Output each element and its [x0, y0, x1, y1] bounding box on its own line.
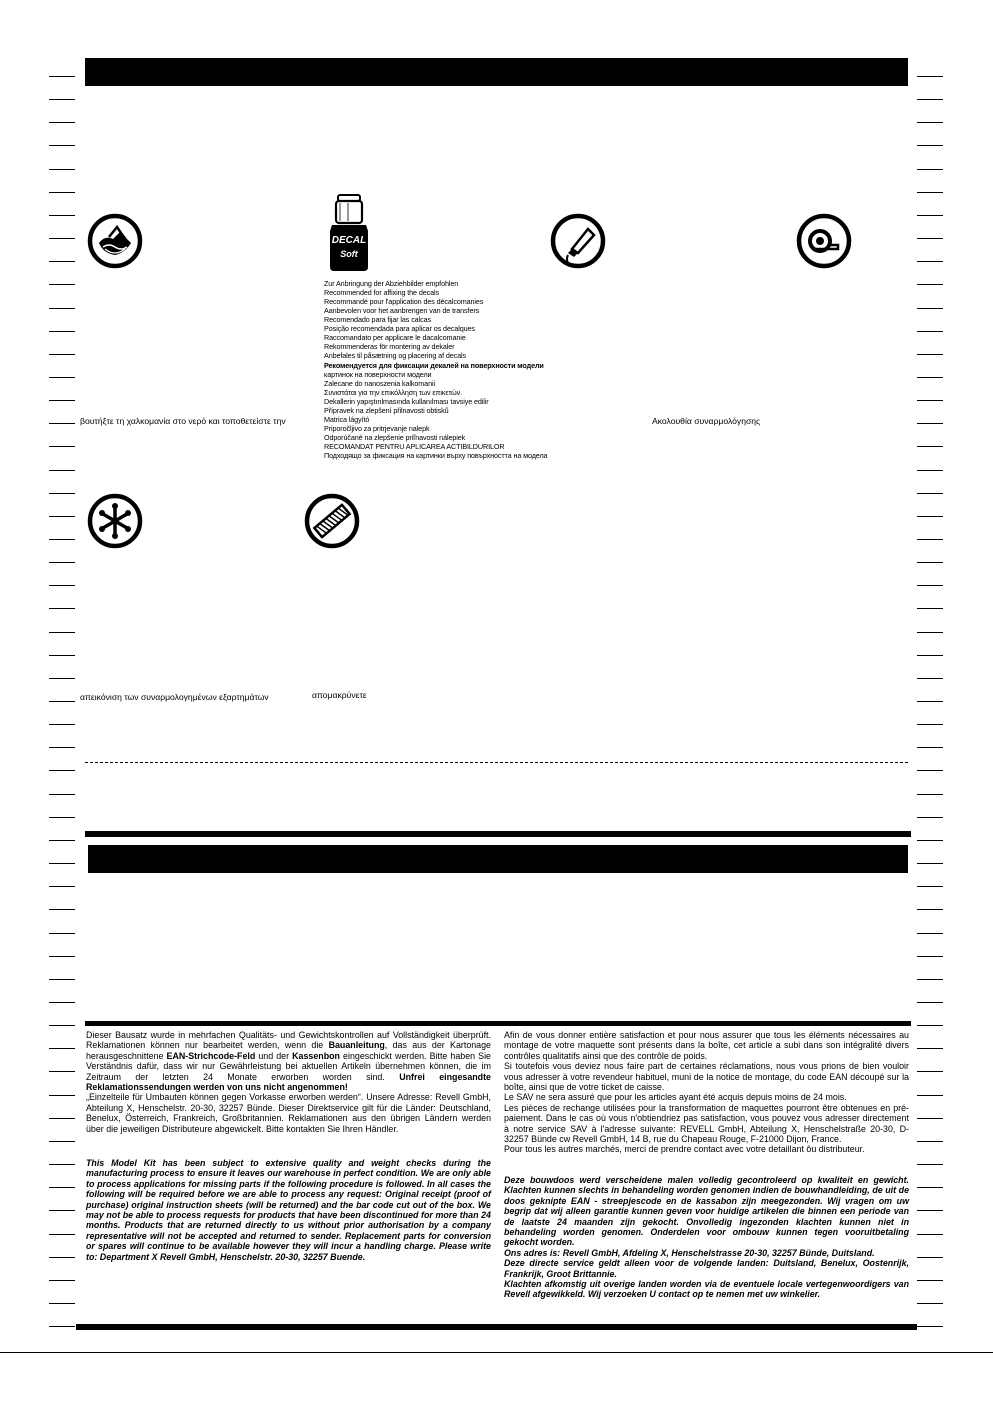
- decal-soft-bottle-icon: [326, 193, 374, 273]
- margin-tick: [917, 238, 943, 239]
- margin-tick: [917, 770, 943, 771]
- margin-tick: [917, 308, 943, 309]
- decal-water-icon: [87, 213, 143, 269]
- margin-tick: [917, 1164, 943, 1165]
- bottom-thin-line: [0, 1352, 993, 1353]
- margin-tick: [917, 979, 943, 980]
- german-text: eingeschickt werden. Bitte haben Sie Verständnis dafür, dass wir nur Gewährleistung bei aktuellen Artikeln übernehmen können, die im Zeitraum der letzten 24 Monate erworben worden sind.: [86, 1050, 491, 1082]
- decal-soft-line: Raccomandato per applicare le dacalcomanie: [324, 333, 466, 342]
- margin-tick: [917, 516, 943, 517]
- french-text: Si toutefois vous deviez nous faire part de certaines réclamations, nous vous prions de bien vouloir vous adresser à votre revendeur habituel, muni de la notice de montage, du code EAN découpé sur la boîte, ainsi que de votre ticket de caisse.: [504, 1061, 909, 1093]
- decal-soft-line: Posição recomendada para aplicar os decalques: [324, 324, 475, 333]
- service-text-german: [86, 1030, 491, 1134]
- margin-tick: [49, 770, 75, 771]
- margin-tick: [49, 886, 75, 887]
- margin-tick: [49, 493, 75, 494]
- caption-assembled-view: απεικόνιση των συναρμολογημένων εξαρτημάτων: [80, 692, 269, 702]
- margin-tick: [49, 817, 75, 818]
- margin-tick: [917, 678, 943, 679]
- margin-tick: [49, 1303, 75, 1304]
- margin-tick: [917, 1141, 943, 1142]
- margin-tick: [917, 261, 943, 262]
- margin-tick: [917, 331, 943, 332]
- decal-soft-line: Priporočljivo za pritrjevanje nalepk: [324, 424, 430, 433]
- margin-tick: [49, 1118, 75, 1119]
- margin-tick: [49, 1234, 75, 1235]
- margin-tick: [917, 1280, 943, 1281]
- margin-tick: [49, 169, 75, 170]
- german-bold: EAN-Strichcode-Feld: [166, 1050, 256, 1061]
- margin-tick: [49, 76, 75, 77]
- top-header-bar: [85, 58, 908, 86]
- caption-decal-water: βουτήξτε τη χαλκομανία στο νερό και τοποθετείστε την: [80, 416, 286, 426]
- french-text: Pour tous les autres marchés, merci de prendre contact avec votre detaillant ôu distributeur.: [504, 1144, 865, 1155]
- margin-tick: [49, 1187, 75, 1188]
- margin-tick: [917, 747, 943, 748]
- margin-tick: [49, 608, 75, 609]
- margin-tick: [917, 655, 943, 656]
- margin-tick: [917, 608, 943, 609]
- asterisk-icon: [87, 493, 143, 549]
- margin-tick: [49, 1257, 75, 1258]
- dashed-cut-line: [85, 762, 908, 763]
- margin-tick: [49, 1326, 75, 1327]
- decal-soft-line: Anbefales til påsætning og placering af decals: [324, 351, 467, 360]
- german-bold: Unfrei eingesandte Reklamationssendungen werden von uns nicht angenommen!: [86, 1071, 491, 1093]
- service-text-english: [86, 1158, 491, 1262]
- margin-tick: [917, 446, 943, 447]
- margin-tick: [49, 99, 75, 100]
- margin-tick: [49, 678, 75, 679]
- decal-soft-line: Přípravek na zlepšení přilnavosti obtisků: [324, 406, 449, 415]
- margin-tick: [49, 1280, 75, 1281]
- margin-tick: [917, 794, 943, 795]
- margin-tick: [917, 1326, 943, 1327]
- margin-tick: [917, 632, 943, 633]
- margin-tick: [917, 1025, 943, 1026]
- margin-tick: [49, 794, 75, 795]
- french-text: Afin de vous donner entière satisfaction et pour nous assurer que tous les éléments nécessaires au montage de votre maquette sont présents dans la boîte, cet article a subi dans son intégralité divers contrôles qualitatifs ainsi que des contrôle de poids.: [504, 1030, 909, 1061]
- decal-soft-line: Odporúčané na zlepšenie priľnavosti nálepiek: [324, 433, 466, 442]
- german-text: , das aus der Kartonage herausgeschnittene: [86, 1040, 491, 1061]
- german-text: „Einzelteile für Umbauten können gegen Vorkasse erworben werden“. Unsere Adresse: Revell GmbH, Abteilung X, Henschelstr. 20-30, 32257 Bünde. Dieser Direktservice gilt für die Länder: Deutschland, Benelux, Österreich, Frankreich, Großbritannien. Reklamationen aus den übrigen Ländern werden über die jeweiligen Distributeure abgewickelt. Bitte kontakten Sie Ihren Händler.: [86, 1092, 491, 1134]
- margin-tick: [917, 1071, 943, 1072]
- margin-tick: [917, 863, 943, 864]
- margin-tick: [917, 840, 943, 841]
- glue-tube-icon: [550, 213, 606, 269]
- margin-tick: [49, 284, 75, 285]
- margin-tick: [917, 192, 943, 193]
- margin-tick: [49, 1048, 75, 1049]
- decal-soft-line: Συνιστάται για την επικόλληση των επικετών.: [324, 388, 463, 397]
- decal-soft-line: Dekallerin yapıştırılmasında kullanılması tavsiye edilir: [324, 397, 489, 406]
- margin-tick: [49, 585, 75, 586]
- english-text: This Model Kit has been subject to extensive quality and weight checks during the manufacturing process to ensure it leaves our warehouse in perfect condition. We are only able to process applications for missing parts if the following procedure is followed. In all cases the following will be required before we are able to process any request: Original receipt (proof of purchase) original instruction sheets (will be returned) and the bar code cut out of the box. We may not be able to process requests for products that have been discontinued for more than 24 months. Products that are returned directly to us without prior authorisation by a company representative will not be accepted and returned to sender. Replacement parts for conversion or spares will continue to be available however they will incur a handling charge. Please write to: Department X Revell GmbH, Henschelstr. 20-30, 32257 Buende.: [86, 1158, 491, 1262]
- decal-soft-line: Подходящо за фиксация на картинки върху повърхността на модела: [324, 451, 548, 460]
- caption-sequence: Ακολουθία συναρμολόγησης: [652, 416, 761, 426]
- margin-tick: [49, 956, 75, 957]
- margin-tick: [49, 122, 75, 123]
- margin-tick: [917, 1187, 943, 1188]
- decal-soft-line: RECOMANDAT PENTRU APLICAREA ACTIBILDURILOR: [324, 442, 505, 451]
- margin-tick: [49, 655, 75, 656]
- decal-soft-line: Zur Anbringung der Abziehbilder empfohlen: [324, 279, 459, 288]
- margin-tick: [917, 562, 943, 563]
- margin-tick: [917, 724, 943, 725]
- bottle-label-top: DECAL: [331, 235, 367, 246]
- margin-tick: [49, 933, 75, 934]
- service-text-dutch: [504, 1175, 909, 1300]
- margin-tick: [917, 169, 943, 170]
- decal-soft-line: Aanbevolen voor het aanbrengen van de transfers: [324, 306, 480, 315]
- margin-tick: [917, 701, 943, 702]
- decal-soft-line: картинок на поверхности модели: [324, 370, 432, 379]
- margin-tick: [49, 1141, 75, 1142]
- margin-tick: [917, 585, 943, 586]
- decal-soft-line: Zalecane do nanoszenia kalkomanii: [324, 379, 435, 388]
- margin-tick: [49, 909, 75, 910]
- margin-tick: [49, 261, 75, 262]
- decal-soft-line: Rekommenderas för montering av dekaler: [324, 342, 455, 351]
- divider-bar: [85, 831, 911, 837]
- margin-tick: [917, 493, 943, 494]
- margin-tick: [49, 470, 75, 471]
- dutch-text: Klachten afkomstig uit overige landen worden via de eventuele locale vertegenwoordigers van Revell afgewikkeld. Wij verzoeken U contact op te nemen met uw winkelier.: [504, 1279, 909, 1300]
- margin-tick: [49, 562, 75, 563]
- margin-tick: [917, 1303, 943, 1304]
- german-bold: Kassenbon: [292, 1050, 340, 1061]
- margin-tick: [49, 145, 75, 146]
- margin-tick: [917, 470, 943, 471]
- margin-tick: [49, 1095, 75, 1096]
- margin-tick: [917, 99, 943, 100]
- margin-tick: [917, 1048, 943, 1049]
- margin-tick: [917, 377, 943, 378]
- margin-tick: [49, 539, 75, 540]
- dutch-text: Deze bouwdoos werd verscheidene malen volledig gecontroleerd op kwaliteit en gewicht. Klachten kunnen slechts in behandeling worden genomen indien de bouwhandleiding, de uit de doos geknipte EAN - streepjescode en de kassabon zijn meegezonden. Wij vragen om uw begrip dat wij alleen garantie kunnen geven voor huidige artikelen die binnen een periode van de laatste 24 maanden zijn gekocht. Onvolledig ingezonden klachten kunnen niet in behandeling worden genomen. Onderdelen voor ombouw kunnen tegen vooruitbetaling gekocht worden.: [504, 1175, 909, 1248]
- margin-tick: [917, 1234, 943, 1235]
- decal-soft-line: Matrica lágyító: [324, 415, 370, 424]
- margin-tick: [917, 354, 943, 355]
- french-text: Le SAV ne sera assuré que pour les articles ayant été acquis depuis moins de 24 mois.: [504, 1092, 847, 1103]
- margin-tick: [49, 724, 75, 725]
- file-icon: [304, 493, 360, 549]
- margin-tick: [49, 238, 75, 239]
- divider-bar: [85, 1021, 911, 1026]
- margin-tick: [49, 377, 75, 378]
- margin-tick: [49, 1210, 75, 1211]
- margin-tick: [49, 423, 75, 424]
- margin-tick: [49, 1071, 75, 1072]
- margin-tick: [917, 76, 943, 77]
- margin-tick: [49, 1002, 75, 1003]
- german-text: Dieser Bausatz wurde in mehrfachen Qualitäts- und Gewichtskontrollen auf Vollständigkeit überprüft. Reklamationen können nur bearbeitet werden, wenn die: [86, 1030, 491, 1051]
- margin-tick: [49, 354, 75, 355]
- dutch-text: Ons adres is: Revell GmbH, Afdeling X, Henschelstrasse 20-30, 32257 Bünde, Duitsland.: [504, 1247, 875, 1258]
- bottom-bar: [76, 1324, 917, 1330]
- margin-tick: [49, 308, 75, 309]
- margin-tick: [917, 817, 943, 818]
- margin-tick: [917, 956, 943, 957]
- margin-tick: [917, 1210, 943, 1211]
- margin-tick: [49, 446, 75, 447]
- margin-tick: [49, 1025, 75, 1026]
- margin-tick: [49, 1164, 75, 1165]
- french-text: Les pièces de rechange utilisées pour la transformation de maquettes pourront être obtenues en pré-paiement. Dans le cas où vous n'obtiendriez pas satisfaction, vous pouvez vous adresser directement à notre service SAV à l'adresse suivante: REVELL GmbH, Abteilung X, Henschelstraße 20-30, D-32257 Bünde cw Revell GmbH, 14 B, rue du Chapeau Rouge, F-21000 Dijon, France.: [504, 1102, 909, 1145]
- masking-tape-icon: [796, 213, 852, 269]
- service-text-french: [504, 1030, 909, 1155]
- margin-tick: [49, 215, 75, 216]
- margin-tick: [917, 1118, 943, 1119]
- margin-tick: [49, 632, 75, 633]
- margin-tick: [917, 400, 943, 401]
- margin-tick: [917, 215, 943, 216]
- margin-tick: [917, 284, 943, 285]
- margin-tick: [917, 539, 943, 540]
- margin-tick: [49, 979, 75, 980]
- decal-soft-line: Recomendado para fijar las calcas: [324, 315, 431, 324]
- margin-tick: [917, 886, 943, 887]
- margin-tick: [917, 1002, 943, 1003]
- german-text: und der: [255, 1050, 293, 1061]
- caption-remove: απομακρύνετε: [312, 690, 367, 700]
- margin-tick: [917, 1257, 943, 1258]
- margin-tick: [49, 192, 75, 193]
- dutch-text: Deze directe service geldt alleen voor de volgende landen: Duitsland, Benelux, Oostenrijk, Frankrijk, Groot Brittannie.: [504, 1258, 909, 1279]
- margin-tick: [917, 145, 943, 146]
- margin-tick: [917, 423, 943, 424]
- decal-soft-line: Recommandé pour l'application des décalcomanies: [324, 297, 484, 306]
- margin-tick: [49, 516, 75, 517]
- german-bold: Bauanleitung: [328, 1040, 385, 1051]
- decal-soft-line: Recommended for affixing the decals: [324, 288, 440, 297]
- margin-tick: [49, 747, 75, 748]
- margin-tick: [917, 933, 943, 934]
- margin-tick: [917, 909, 943, 910]
- margin-tick: [49, 863, 75, 864]
- margin-tick: [49, 400, 75, 401]
- margin-tick: [917, 1095, 943, 1096]
- bottle-label-bottom: Soft: [340, 249, 358, 259]
- margin-tick: [917, 122, 943, 123]
- margin-tick: [49, 331, 75, 332]
- margin-tick: [49, 840, 75, 841]
- decal-soft-line: Рекомендуется для фиксации декалей на поверхности модели: [324, 361, 544, 370]
- section-header-bar: [88, 845, 908, 873]
- margin-tick: [49, 701, 75, 702]
